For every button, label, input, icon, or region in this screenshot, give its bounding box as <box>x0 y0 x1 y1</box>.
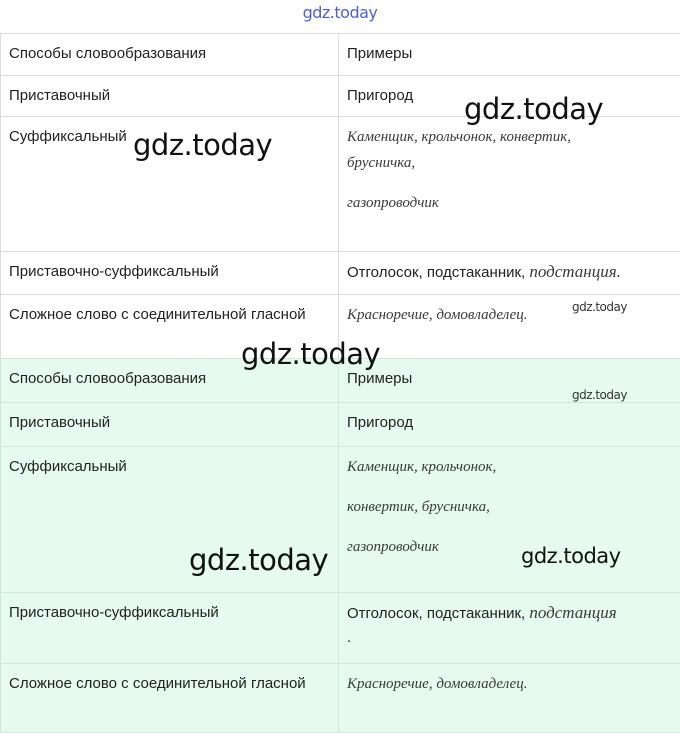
examples-cell: Пригород <box>339 76 680 117</box>
header-examples: Примеры <box>339 359 680 403</box>
example-line: брусничка, <box>347 151 670 175</box>
table-row <box>1 117 680 252</box>
example-line: газопроводчик <box>347 191 670 215</box>
example-line: Каменщик, крольчонок, <box>347 455 670 479</box>
site-logo[interactable]: gdz.today <box>0 3 680 22</box>
watermark: gdz.today <box>572 300 627 314</box>
method-cell: Сложное слово с соединительной гласной <box>1 295 339 359</box>
watermark: gdz.today <box>189 543 328 577</box>
example-italic: подстанция <box>529 603 616 622</box>
method-cell: Суффиксальный <box>1 447 339 593</box>
examples-cell <box>339 593 680 664</box>
header-method: Способы словообразования <box>1 34 339 76</box>
watermark: gdz.today <box>464 92 603 126</box>
table-row <box>1 403 680 447</box>
method-cell: Сложное слово с соединительной гласной <box>1 664 339 733</box>
header-examples: Примеры <box>339 34 680 76</box>
watermark: gdz.today <box>521 544 621 568</box>
watermark: gdz.today <box>133 128 272 162</box>
example-line: газопроводчик <box>347 535 670 559</box>
examples-cell: Пригород <box>339 403 680 447</box>
method-cell: Приставочный <box>1 403 339 447</box>
method-cell: Приставочно-суффиксальный <box>1 252 339 295</box>
example-plain: Отголосок, подстаканник, <box>347 605 525 622</box>
table-row <box>1 76 680 117</box>
examples-cell <box>339 252 680 295</box>
table-row <box>1 447 680 593</box>
examples-cell: Красноречие, домовладелец. <box>339 664 680 733</box>
method-cell: Приставочно-суффиксальный <box>1 593 339 664</box>
table-row <box>1 252 680 295</box>
examples-cell <box>339 447 680 593</box>
watermark: gdz.today <box>572 388 627 402</box>
example-line: Каменщик, крольчонок, конвертик, <box>347 125 670 149</box>
method-cell: Приставочный <box>1 76 339 117</box>
header-method: Способы словообразования <box>1 359 339 403</box>
table-row <box>1 295 680 359</box>
example-tail: . <box>347 629 351 646</box>
example-italic: подстанция. <box>529 262 621 281</box>
examples-cell <box>339 117 680 252</box>
method-cell: Суффиксальный <box>1 117 339 252</box>
watermark: gdz.today <box>241 337 380 371</box>
example-plain: Отголосок, подстаканник, <box>347 264 525 281</box>
example-line: конвертик, брусничка, <box>347 495 670 519</box>
table-row <box>1 593 680 664</box>
table-row <box>1 664 680 733</box>
word-formation-table-highlighted <box>0 358 680 733</box>
word-formation-table <box>0 33 680 359</box>
table-header-row <box>1 34 680 76</box>
examples-cell: Красноречие, домовладелец. <box>339 295 680 359</box>
table-header-row <box>1 359 680 403</box>
